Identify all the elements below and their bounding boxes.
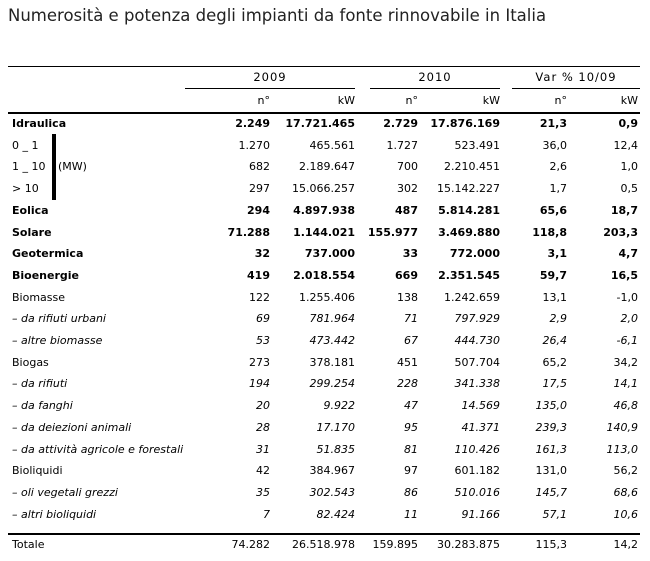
cell-value: 14,1 <box>613 377 638 391</box>
row-label: – da fanghi <box>12 399 73 413</box>
total-value: 30.283.875 <box>437 538 500 551</box>
cell-value: 53 <box>256 334 270 347</box>
cell-value: 131,0 <box>535 464 567 478</box>
cell-value: 700 <box>397 160 418 174</box>
cell-value: 669 <box>395 268 418 282</box>
group-rule <box>185 88 355 89</box>
cell-value: 21,3 <box>539 117 567 130</box>
cell-value: 1.144.021 <box>293 225 355 239</box>
cell-value: 28 <box>256 420 270 434</box>
cell-value: 14.569 <box>461 399 500 413</box>
total-value: 14,2 <box>613 538 638 551</box>
cell-value: 9.922 <box>323 399 355 413</box>
cell-value: 299.254 <box>309 377 355 391</box>
cell-value: 56,2 <box>613 464 638 478</box>
total-rule <box>8 533 640 535</box>
cell-value: 81 <box>404 442 418 456</box>
cell-value: 2.210.451 <box>444 160 500 174</box>
cell-value: 71.288 <box>227 225 270 239</box>
cell-value: 161,3 <box>535 442 567 456</box>
cell-value: 110.426 <box>454 442 500 456</box>
cell-value: 781.964 <box>309 312 355 326</box>
cell-value: 95 <box>404 420 418 434</box>
unit-label: kW <box>337 94 355 107</box>
cell-value: 26,4 <box>542 334 567 347</box>
row-label: – altre biomasse <box>12 334 103 347</box>
cell-value: 1,7 <box>549 182 567 196</box>
cell-value: 302 <box>397 182 418 196</box>
cell-value: 135,0 <box>535 399 567 413</box>
unit-label: kW <box>620 94 638 107</box>
mw-label: (MW) <box>58 160 87 174</box>
cell-value: 17.721.465 <box>285 117 355 130</box>
row-label: > 10 <box>12 182 39 196</box>
cell-value: 4.897.938 <box>293 203 355 217</box>
total-value: 26.518.978 <box>292 538 355 551</box>
cell-value: 17,5 <box>542 377 567 391</box>
header-rule-top <box>8 66 640 67</box>
cell-value: 20 <box>256 399 270 413</box>
cell-value: 2.351.545 <box>438 268 500 282</box>
cell-value: 5.814.281 <box>438 203 500 217</box>
cell-value: 31 <box>256 442 270 456</box>
total-value: 74.282 <box>231 538 270 551</box>
group-rule <box>512 88 640 89</box>
cell-value: 36,0 <box>542 138 567 152</box>
cell-value: 59,7 <box>539 268 567 282</box>
cell-value: 273 <box>249 355 270 369</box>
cell-value: 17.876.169 <box>430 117 500 130</box>
cell-value: 12,4 <box>613 138 638 152</box>
row-label: Geotermica <box>12 247 84 261</box>
cell-value: 1,0 <box>620 160 638 174</box>
cell-value: 34,2 <box>613 355 638 369</box>
cell-value: 42 <box>256 464 270 478</box>
cell-value: 341.338 <box>454 377 500 391</box>
cell-value: 0,5 <box>620 182 638 196</box>
cell-value: 194 <box>249 377 270 391</box>
cell-value: 65,2 <box>542 355 567 369</box>
cell-value: 2.249 <box>235 117 270 130</box>
total-label: Totale <box>12 538 45 551</box>
cell-value: 122 <box>249 290 270 304</box>
group-header: 2009 <box>253 70 287 84</box>
cell-value: 145,7 <box>535 485 567 499</box>
cell-value: 601.182 <box>454 464 500 478</box>
cell-value: 473.442 <box>309 334 355 347</box>
cell-value: 2,0 <box>620 312 638 326</box>
cell-value: 737.000 <box>304 247 355 261</box>
cell-value: 294 <box>247 203 270 217</box>
cell-value: 3,1 <box>547 247 567 261</box>
total-value: 159.895 <box>372 538 418 551</box>
cell-value: 772.000 <box>449 247 500 261</box>
cell-value: 15.066.257 <box>292 182 355 196</box>
cell-value: 384.967 <box>309 464 355 478</box>
cell-value: 138 <box>397 290 418 304</box>
table-title: Numerosità e potenza degli impianti da fonte rinnovabile in Italia <box>8 6 547 25</box>
cell-value: 523.491 <box>454 138 500 152</box>
total-value: 115,3 <box>535 538 567 551</box>
cell-value: 82.424 <box>316 507 355 521</box>
cell-value: 32 <box>254 247 270 261</box>
cell-value: 465.561 <box>309 138 355 152</box>
cell-value: 97 <box>404 464 418 478</box>
cell-value: 18,7 <box>610 203 638 217</box>
group-header: 2010 <box>418 70 452 84</box>
cell-value: 16,5 <box>610 268 638 282</box>
cell-value: 419 <box>247 268 270 282</box>
cell-value: 113,0 <box>606 442 638 456</box>
row-label: – da rifiuti urbani <box>12 312 106 326</box>
row-label: Solare <box>12 225 52 239</box>
unit-label: n° <box>554 94 567 107</box>
cell-value: 451 <box>397 355 418 369</box>
unit-label: n° <box>405 94 418 107</box>
cell-value: 51.835 <box>316 442 355 456</box>
cell-value: 507.704 <box>454 355 500 369</box>
row-label: Biomasse <box>12 290 66 304</box>
cell-value: 302.543 <box>309 485 355 499</box>
row-label: – altri bioliquidi <box>12 507 97 521</box>
cell-value: 15.142.227 <box>437 182 500 196</box>
cell-value: 378.181 <box>309 355 355 369</box>
cell-value: 239,3 <box>535 420 567 434</box>
cell-value: 86 <box>404 485 418 499</box>
row-label: Bioliquidi <box>12 464 63 478</box>
header-rule-bottom <box>8 112 640 114</box>
cell-value: 2.189.647 <box>299 160 355 174</box>
cell-value: 228 <box>397 377 418 391</box>
cell-value: 682 <box>249 160 270 174</box>
row-label: Eolica <box>12 203 49 217</box>
cell-value: 2,6 <box>549 160 567 174</box>
cell-value: -1,0 <box>616 290 638 304</box>
cell-value: 65,6 <box>539 203 567 217</box>
cell-value: -6,1 <box>616 334 638 347</box>
cell-value: 3.469.880 <box>438 225 500 239</box>
row-label: – oli vegetali grezzi <box>12 485 118 499</box>
cell-value: 71 <box>404 312 418 326</box>
row-label: 1 _ 10 <box>12 160 46 174</box>
cell-value: 91.166 <box>461 507 500 521</box>
cell-value: 203,3 <box>603 225 638 239</box>
cell-value: 2,9 <box>549 312 567 326</box>
unit-label: n° <box>257 94 270 107</box>
row-label: – da rifiuti <box>12 377 68 391</box>
cell-value: 155.977 <box>367 225 418 239</box>
cell-value: 0,9 <box>618 117 638 130</box>
cell-value: 444.730 <box>454 334 500 347</box>
group-rule <box>370 88 500 89</box>
row-label: Biogas <box>12 355 49 369</box>
cell-value: 297 <box>249 182 270 196</box>
cell-value: 13,1 <box>542 290 567 304</box>
cell-value: 1.255.406 <box>299 290 355 304</box>
cell-value: 1.727 <box>386 138 418 152</box>
mw-bracket-bar <box>52 134 56 200</box>
cell-value: 11 <box>404 507 418 521</box>
cell-value: 1.242.659 <box>444 290 500 304</box>
cell-value: 1.270 <box>238 138 270 152</box>
row-label: Bioenergie <box>12 268 79 282</box>
cell-value: 4,7 <box>618 247 638 261</box>
cell-value: 47 <box>404 399 418 413</box>
cell-value: 46,8 <box>613 399 638 413</box>
cell-value: 487 <box>395 203 418 217</box>
cell-value: 2.018.554 <box>293 268 355 282</box>
cell-value: 17.170 <box>316 420 355 434</box>
group-header: Var % 10/09 <box>535 70 617 84</box>
cell-value: 797.929 <box>454 312 500 326</box>
row-label: 0 _ 1 <box>12 138 39 152</box>
cell-value: 68,6 <box>613 485 638 499</box>
cell-value: 57,1 <box>542 507 567 521</box>
row-label: – da attività agricole e forestali <box>12 442 184 456</box>
cell-value: 41.371 <box>461 420 500 434</box>
cell-value: 35 <box>256 485 270 499</box>
cell-value: 7 <box>263 507 270 521</box>
cell-value: 510.016 <box>454 485 500 499</box>
cell-value: 33 <box>402 247 418 261</box>
unit-label: kW <box>482 94 500 107</box>
cell-value: 140,9 <box>606 420 638 434</box>
cell-value: 2.729 <box>383 117 418 130</box>
cell-value: 67 <box>404 334 418 347</box>
row-label: Idraulica <box>12 117 67 130</box>
cell-value: 69 <box>256 312 270 326</box>
cell-value: 10,6 <box>613 507 638 521</box>
cell-value: 118,8 <box>532 225 567 239</box>
row-label: – da deiezioni animali <box>12 420 132 434</box>
